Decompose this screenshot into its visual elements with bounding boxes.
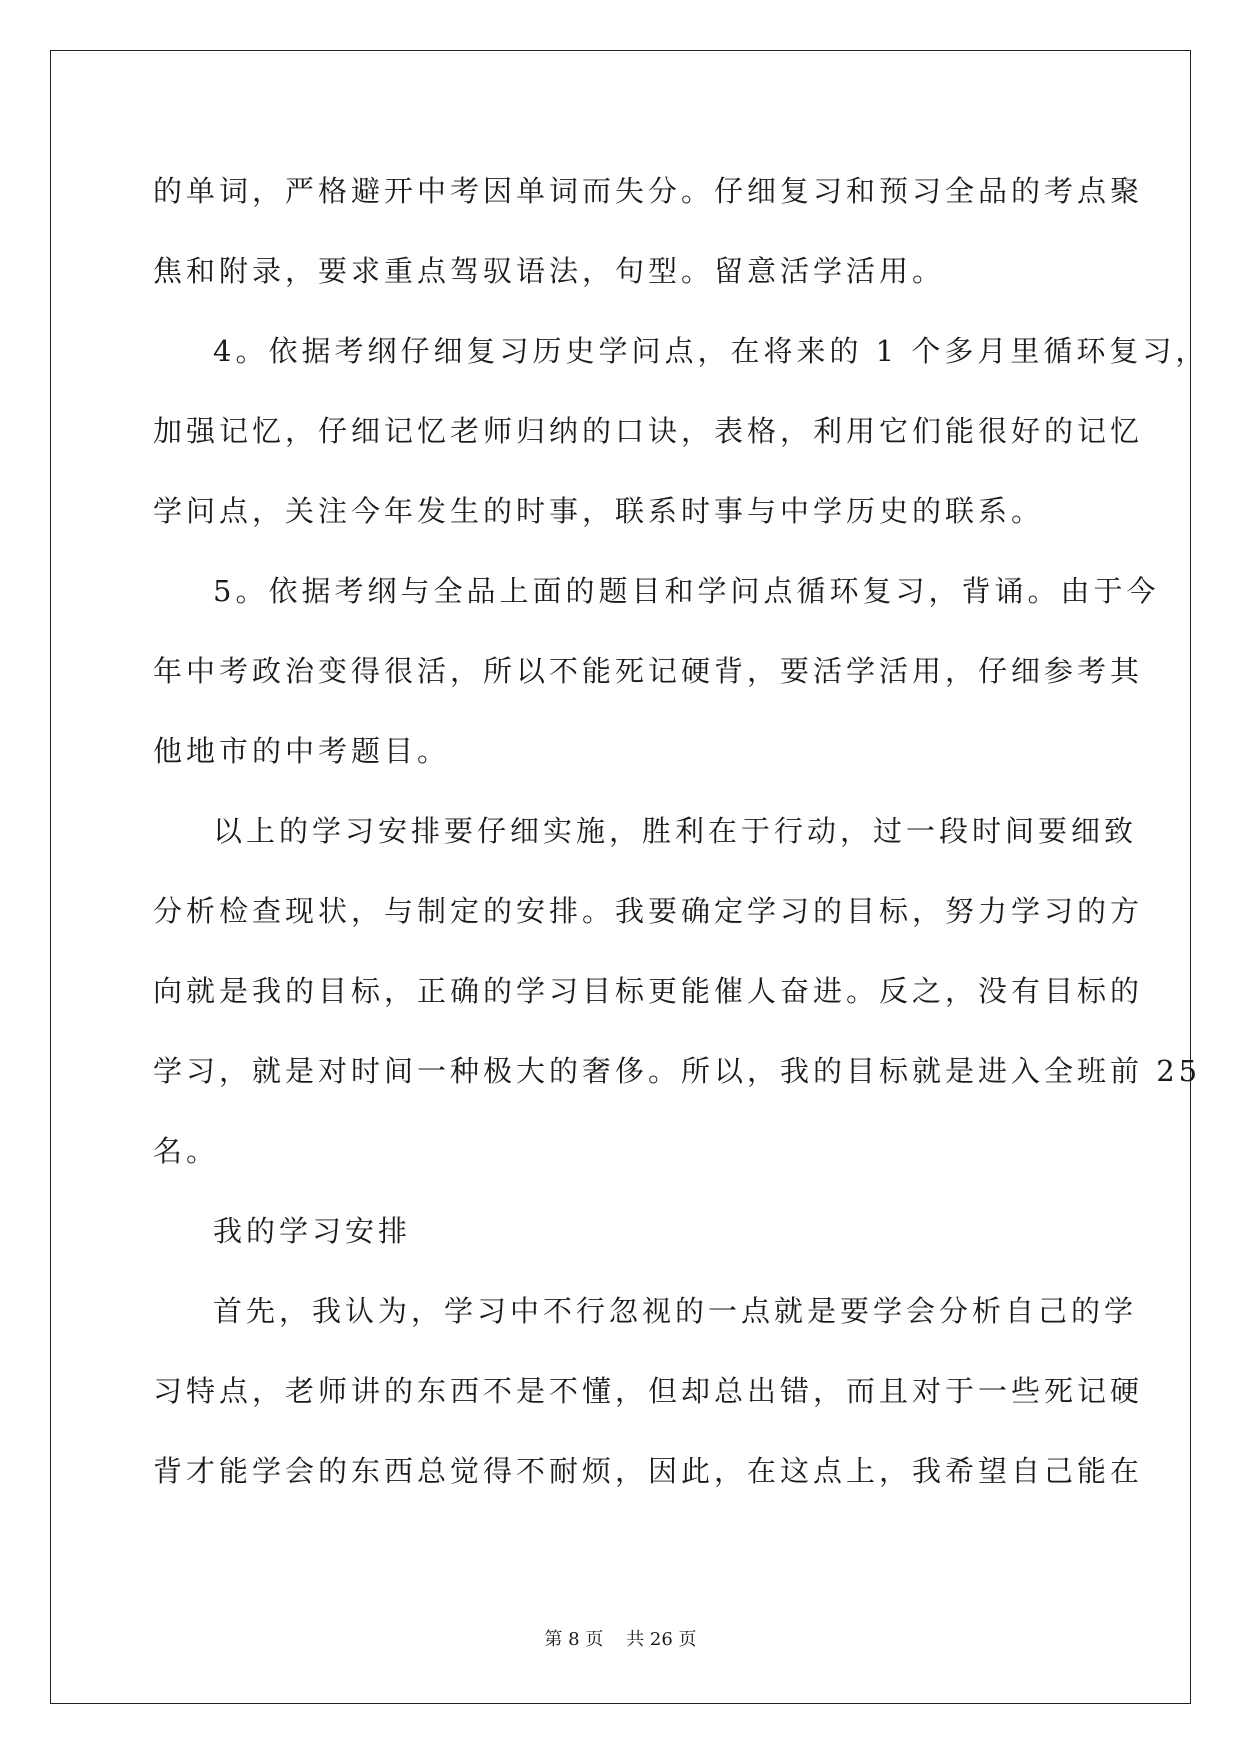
text-line: 他地市的中考题目。 bbox=[153, 734, 451, 768]
text-line: 年中考政治变得很活，所以不能死记硬背，要活学活用，仔细参考其 bbox=[153, 654, 1144, 688]
text-line: 背才能学会的东西总觉得不耐烦，因此，在这点上，我希望自己能在 bbox=[153, 1454, 1144, 1488]
text-line: 的单词，严格避开中考因单词而失分。仔细复习和预习全品的考点聚 bbox=[153, 174, 1144, 208]
text-line: 习特点，老师讲的东西不是不懂，但却总出错，而且对于一些死记硬 bbox=[153, 1374, 1144, 1408]
text-line: 分析检查现状，与制定的安排。我要确定学习的目标，努力学习的方 bbox=[153, 894, 1144, 928]
text-line: 5。依据考纲与全品上面的题目和学问点循环复习，背诵。由于今 bbox=[213, 574, 1160, 608]
text-line: 名。 bbox=[153, 1134, 220, 1168]
text-line: 学问点，关注今年发生的时事，联系时事与中学历史的联系。 bbox=[153, 494, 1045, 528]
text-line: 学习，就是对时间一种极大的奢侈。所以，我的目标就是进入全班前 25 bbox=[153, 1054, 1202, 1088]
page-footer: 第 8 页 共 26 页 bbox=[544, 1629, 697, 1650]
text-line: 4。依据考纲仔细复习历史学问点，在将来的 1 个多月里循环复习， bbox=[213, 334, 1209, 368]
text-line: 焦和附录，要求重点驾驭语法，句型。留意活学活用。 bbox=[153, 254, 946, 288]
text-line: 向就是我的目标，正确的学习目标更能催人奋进。反之，没有目标的 bbox=[153, 974, 1144, 1008]
text-line: 以上的学习安排要仔细实施，胜利在于行动，过一段时间要细致 bbox=[213, 814, 1138, 848]
text-line: 加强记忆，仔细记忆老师归纳的口诀，表格，利用它们能很好的记忆 bbox=[153, 414, 1144, 448]
section-heading: 我的学习安排 bbox=[213, 1214, 412, 1248]
text-line: 首先，我认为，学习中不行忽视的一点就是要学会分析自己的学 bbox=[213, 1294, 1138, 1328]
